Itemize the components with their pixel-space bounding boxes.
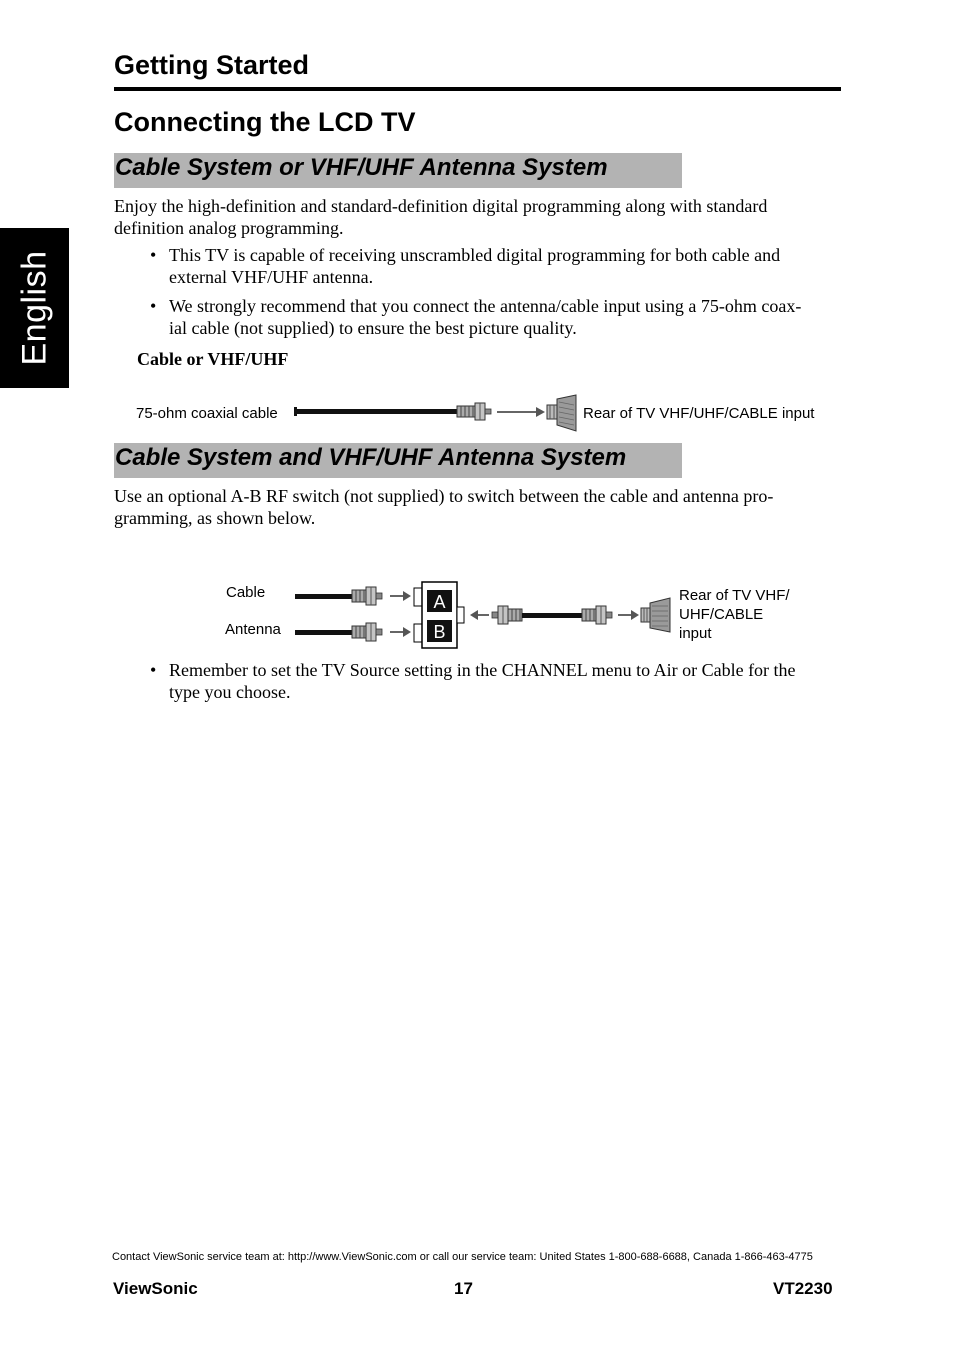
coaxial-cable-label: 75-ohm coaxial cable [136,405,278,422]
bullet-line2: type you choose. [169,682,291,702]
bullet-item [150,295,842,339]
antenna-input-label: Antenna [225,621,281,638]
subheading-cable-or-antenna: Cable System or VHF/UHF Antenna System [114,153,682,188]
page-number: 17 [454,1279,473,1298]
arrow-right-icon [390,627,411,637]
coaxial-cable-icon [294,403,491,420]
section2-intro [114,485,841,529]
bullet-item [150,244,842,288]
bullet-line1: This TV is capable of receiving unscrambled digital programming for both cable and [169,245,781,265]
bullet-item [150,659,842,703]
cable-connector-icon [295,587,382,605]
section1-intro-line2: definition analog programming. [114,218,344,238]
coaxial-cable-icon [492,606,612,624]
section2-intro-line1: Use an optional A-B RF switch (not supplied) to switch between the cable and antenna pro- [114,486,774,506]
bullet-dot: • [150,245,157,265]
bullet-dot: • [150,660,157,680]
header-rule [114,87,841,91]
footer-contact: Contact ViewSonic service team at: http://www.ViewSonic.com or call our service team: United States 1-800-688-6688, Canada 1-866-463-4775 [112,1251,813,1263]
section2-intro-line2: gramming, as shown below. [114,508,316,528]
tv-input-jack-icon [547,395,576,431]
language-tab [0,228,69,388]
arrow-right-icon [497,407,545,417]
antenna-connector-icon [295,623,382,641]
single-cable-diagram [290,394,582,432]
section-header: Getting Started [114,50,310,80]
tv-input-label-line3: input [679,625,712,642]
footer-brand: ViewSonic [113,1279,198,1298]
arrow-right-icon [618,610,639,620]
cable-input-label: Cable [226,584,266,601]
tv-input-label: Rear of TV VHF/UHF/CABLE input [583,405,815,422]
bullet-line2: ial cable (not supplied) to ensure the best picture quality. [169,318,577,338]
section1-intro [114,195,841,239]
subheading-cable-and-antenna: Cable System and VHF/UHF Antenna System [114,443,682,478]
switch-b-label: B [433,622,446,642]
bullet-line1: We strongly recommend that you connect the antenna/cable input using a 75-ohm coax- [169,296,802,316]
diagram-caption: Cable or VHF/UHF [137,349,289,369]
arrow-left-icon [470,610,489,620]
footer-model: VT2230 [773,1279,833,1298]
tv-input-label [679,586,790,643]
tv-input-jack-icon [641,598,670,632]
arrow-right-icon [390,591,411,601]
page-title: Connecting the LCD TV [114,107,416,137]
switch-a-label: A [433,592,446,612]
bullet-dot: • [150,296,157,316]
bullet-line2: external VHF/UHF antenna. [169,267,374,287]
ab-switch-diagram [292,578,677,653]
tv-input-label-line2: UHF/CABLE [679,606,764,623]
section1-intro-line1: Enjoy the high-definition and standard-definition digital programming along with standard [114,196,768,216]
language-tab-label: English [15,250,53,366]
tv-input-label-line1: Rear of TV VHF/ [679,587,790,604]
bullet-line1: Remember to set the TV Source setting in the CHANNEL menu to Air or Cable for the [169,660,796,680]
